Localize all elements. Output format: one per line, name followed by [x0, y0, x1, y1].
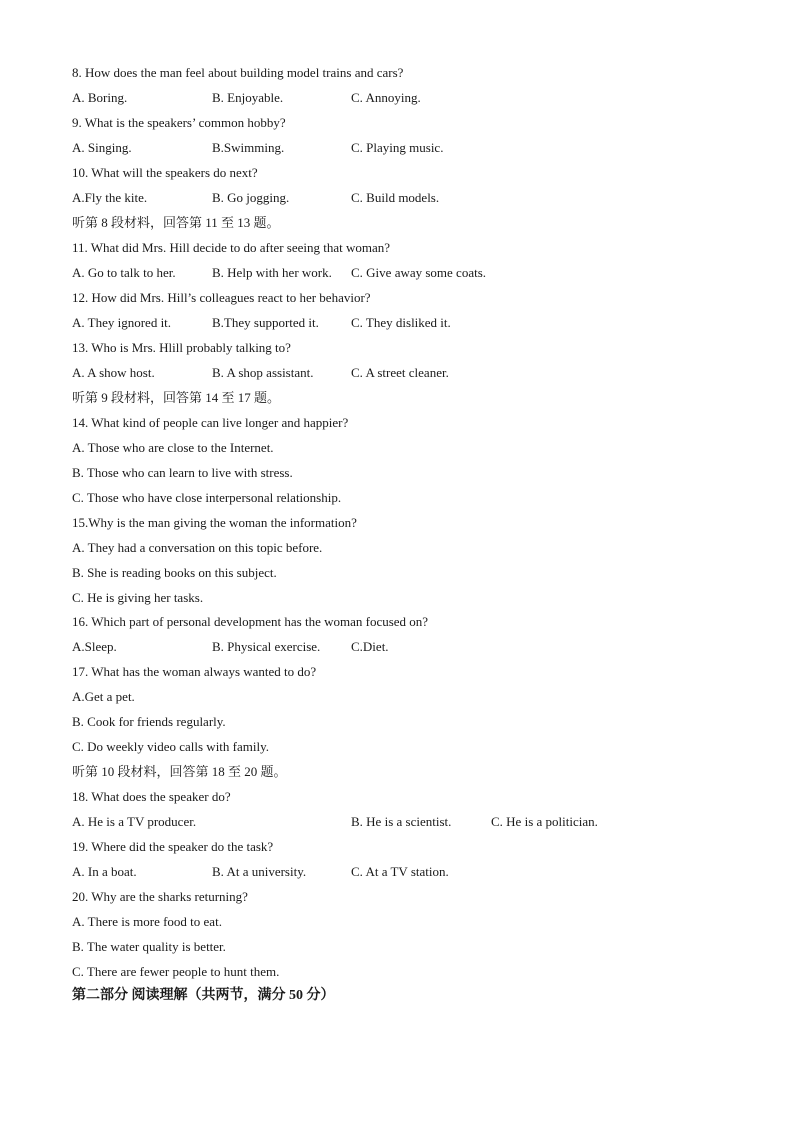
question-15-option-b: B. She is reading books on this subject.	[72, 565, 277, 580]
question-8-stem: 8. How does the man feel about building model trains and cars?	[72, 65, 404, 80]
question-18-stem: 18. What does the speaker do?	[72, 789, 231, 804]
section-8-instruction: 听第 8 段材料，回答第 11 至 13 题。	[72, 215, 280, 230]
question-17-option-b: B. Cook for friends regularly.	[72, 714, 226, 729]
question-14-option-b: B. Those who can learn to live with stress.	[72, 465, 293, 480]
option-b: B. He is a scientist.	[351, 814, 452, 829]
option-a: A. He is a TV producer.	[72, 814, 197, 829]
question-15-stem: 15.Why is the man giving the woman the information?	[72, 515, 357, 530]
option-a: A. In a boat.	[72, 864, 137, 879]
question-17-option-c: C. Do weekly video calls with family.	[72, 739, 270, 754]
section-9-instruction: 听第 9 段材料，回答第 14 至 17 题。	[72, 390, 281, 405]
question-15-option-a: A. They had a conversation on this topic before.	[72, 540, 323, 555]
question-11-stem: 11. What did Mrs. Hill decide to do after seeing that woman?	[72, 240, 391, 255]
question-20-stem: 20. Why are the sharks returning?	[72, 889, 248, 904]
question-17-option-a: A.Get a pet.	[72, 689, 135, 704]
question-13-stem: 13. Who is Mrs. Hlill probably talking to?	[72, 340, 291, 355]
question-20-option-b: B. The water quality is better.	[72, 939, 226, 954]
question-14-stem: 14. What kind of people can live longer and happier?	[72, 415, 349, 430]
option-a: A. Boring.	[72, 90, 128, 105]
option-c: C. At a TV station.	[351, 864, 449, 879]
option-b: B. At a university.	[212, 864, 307, 879]
option-a: A.Fly the kite.	[72, 190, 148, 205]
question-19-stem: 19. Where did the speaker do the task?	[72, 839, 274, 854]
question-12-stem: 12. How did Mrs. Hill’s colleagues react to her behavior?	[72, 290, 371, 305]
option-c: C.Diet.	[351, 639, 389, 654]
option-c: C. Build models.	[351, 190, 440, 205]
option-b: B. A shop assistant.	[212, 365, 314, 380]
question-14-option-c: C. Those who have close interpersonal relationship.	[72, 490, 342, 505]
question-14-option-a: A. Those who are close to the Internet.	[72, 440, 274, 455]
option-c: C. Playing music.	[351, 140, 444, 155]
question-9-stem: 9. What is the speakers’ common hobby?	[72, 115, 286, 130]
option-b: B.They supported it.	[212, 315, 319, 330]
option-b: B. Enjoyable.	[212, 90, 284, 105]
question-20-option-a: A. There is more food to eat.	[72, 914, 222, 929]
option-b: B.Swimming.	[212, 140, 285, 155]
section-10-instruction: 听第 10 段材料，回答第 18 至 20 题。	[72, 764, 287, 779]
option-a: A. Singing.	[72, 140, 132, 155]
option-c: C. They disliked it.	[351, 315, 451, 330]
question-15-option-c: C. He is giving her tasks.	[72, 590, 204, 605]
option-a: A. A show host.	[72, 365, 155, 380]
question-10-stem: 10. What will the speakers do next?	[72, 165, 258, 180]
question-17-stem: 17. What has the woman always wanted to do?	[72, 664, 317, 679]
option-a: A. They ignored it.	[72, 315, 172, 330]
question-20-option-c: C. There are fewer people to hunt them.	[72, 964, 280, 979]
option-c: C. Annoying.	[351, 90, 421, 105]
part-2-heading: 第二部分 阅读理解（共两节，满分 50 分）	[72, 988, 335, 1003]
option-b: B. Physical exercise.	[212, 639, 321, 654]
option-c: C. A street cleaner.	[351, 365, 449, 380]
option-a: A.Sleep.	[72, 639, 117, 654]
option-b: B. Help with her work.	[212, 265, 332, 280]
option-a: A. Go to talk to her.	[72, 265, 176, 280]
option-b: B. Go jogging.	[212, 190, 290, 205]
option-c: C. Give away some coats.	[351, 265, 487, 280]
question-16-stem: 16. Which part of personal development has the woman focused on?	[72, 614, 429, 629]
option-c: C. He is a politician.	[491, 814, 598, 829]
